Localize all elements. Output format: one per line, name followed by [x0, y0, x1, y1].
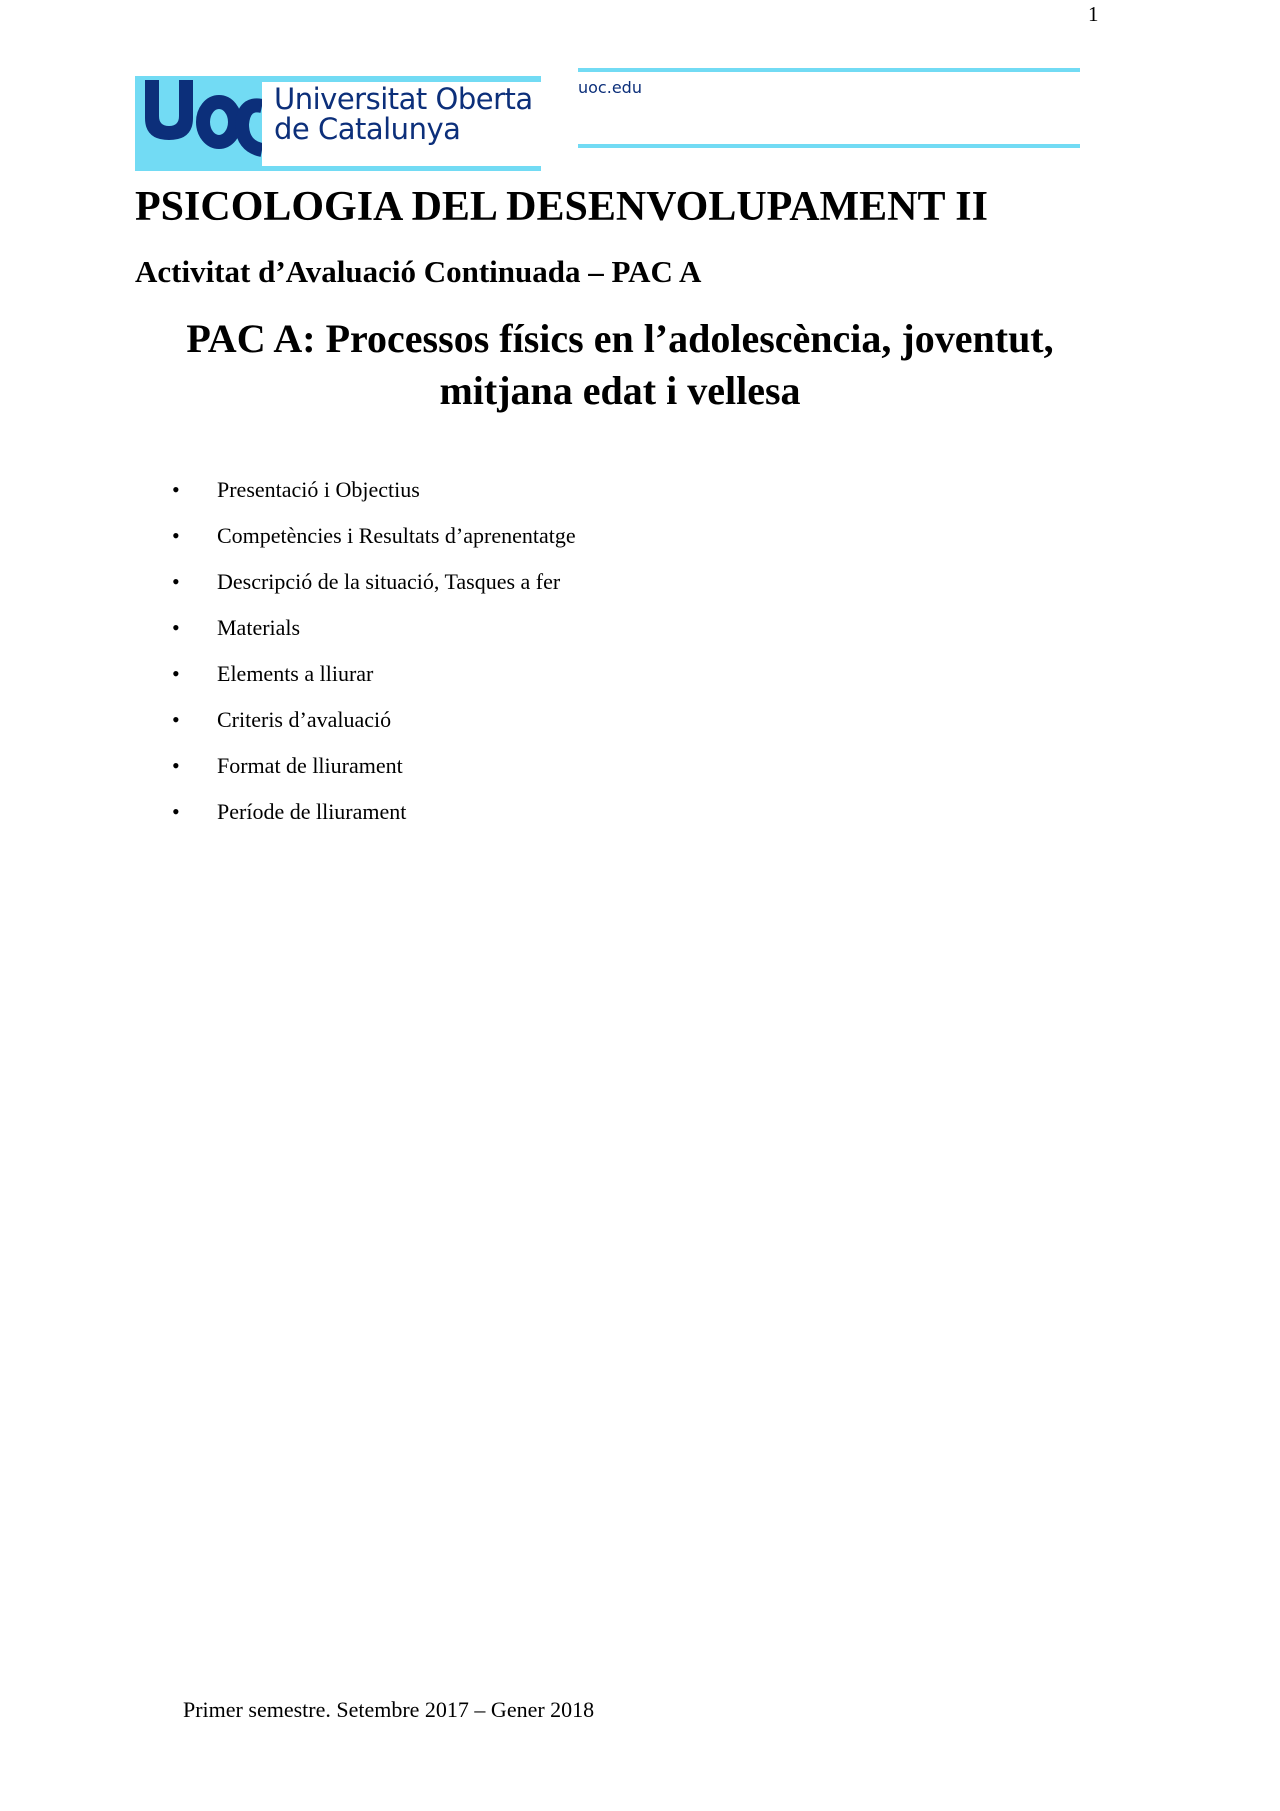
- list-item-text: Materials: [217, 615, 301, 640]
- contents-list: [168, 477, 576, 845]
- bullet: •: [172, 569, 180, 594]
- activity-subtitle: Activitat d’Avaluació Continuada – PAC A: [135, 254, 702, 289]
- list-item: [168, 615, 576, 661]
- list-item-text: Descripció de la situació, Tasques a fer: [217, 569, 561, 594]
- list-item-text: Elements a lliurar: [217, 661, 374, 686]
- header-rule-top: [578, 68, 1080, 72]
- list-item: [168, 523, 576, 569]
- bullet: •: [172, 615, 180, 640]
- list-item: [168, 799, 576, 845]
- bullet: •: [172, 661, 180, 686]
- bullet: •: [172, 707, 180, 732]
- bullet: •: [172, 477, 180, 502]
- footer-semester: Primer semestre. Setembre 2017 – Gener 2018: [183, 1697, 595, 1722]
- uoc-logo-text-line2: de Catalunya: [274, 112, 461, 146]
- list-item-text: Criteris d’avaluació: [217, 707, 392, 732]
- activity-title-line2: mitjana edat i vellesa: [439, 368, 801, 413]
- activity-title-line1: PAC A: Processos físics en l’adolescència, joventut,: [186, 316, 1054, 361]
- uoc-logo-mark: [139, 76, 262, 171]
- uoc-logo: [135, 76, 541, 171]
- uoc-logo-text-area: [262, 82, 541, 166]
- list-item-text: Competències i Resultats d’aprenentatge: [217, 523, 576, 548]
- list-item-text: Presentació i Objectius: [217, 477, 420, 502]
- list-item: [168, 477, 576, 523]
- header-rule-bottom: [578, 144, 1080, 148]
- bullet: •: [172, 799, 180, 824]
- header-right: [578, 68, 1080, 152]
- list-item: [168, 661, 576, 707]
- page-number: 1: [1088, 2, 1099, 26]
- list-item-text: Format de lliurament: [217, 753, 403, 778]
- list-item: [168, 569, 576, 615]
- list-item: [168, 707, 576, 753]
- uoc-logo-text-line1: Universitat Oberta: [274, 82, 533, 116]
- list-item: [168, 753, 576, 799]
- course-title: PSICOLOGIA DEL DESENVOLUPAMENT II: [135, 184, 988, 230]
- activity-title: [130, 313, 1110, 417]
- bullet: •: [172, 753, 180, 778]
- site-url: uoc.edu: [578, 78, 642, 97]
- list-item-text: Període de lliurament: [217, 799, 407, 824]
- bullet: •: [172, 523, 180, 548]
